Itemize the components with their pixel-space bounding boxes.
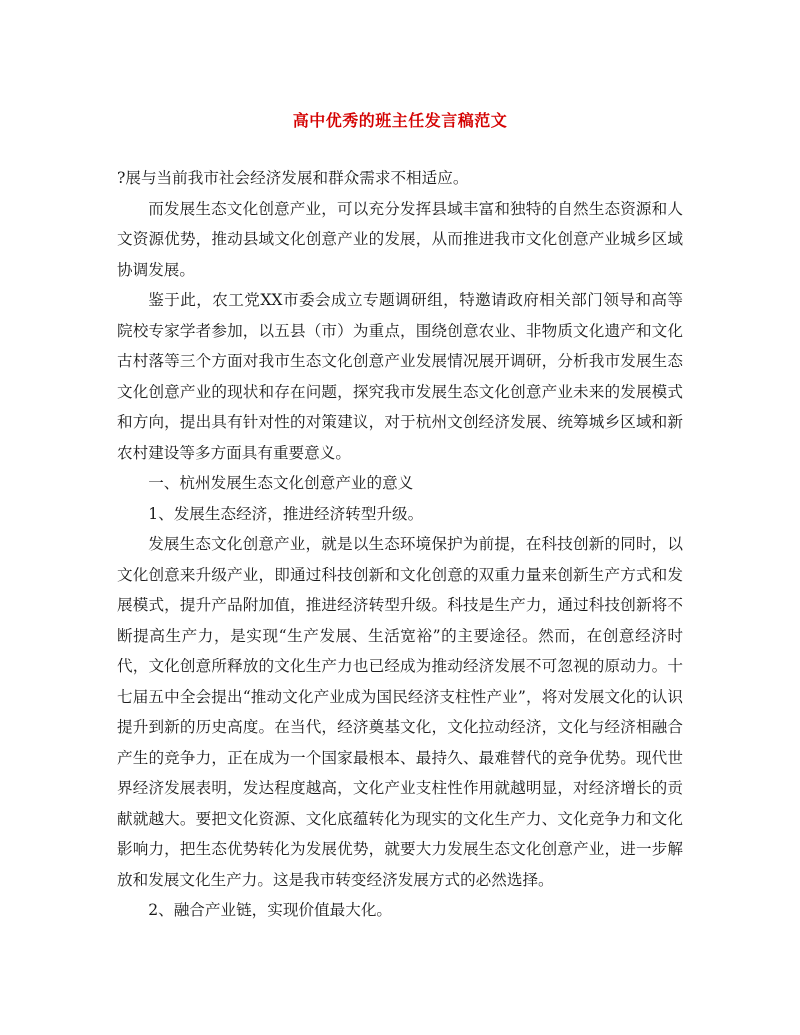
document-body xyxy=(117,163,683,926)
section-heading-1: 一、杭州发展生态文化创意产业的意义 xyxy=(148,474,414,492)
document-title: 高中优秀的班主任发言稿范文 xyxy=(292,111,508,130)
paragraph-2: 而发展生态文化创意产业，可以充分发挥县域丰富和独特的自然生态资源和人文资源优势，推动县域文化创意产业的发展，从而推进我市文化创意产业城乡区域协调发展。 xyxy=(117,199,683,279)
subsection-heading-1: 1、发展生态经济，推进经济转型升级。 xyxy=(148,504,424,523)
paragraph-4: 发展生态文化创意产业，就是以生态环境保护为前提，在科技创新的同时，以文化创意来升级产业，即通过科技创新和文化创意的双重力量来创新生产方式和发展模式，提升产品附加值，推进经济转型升级。科技是生产力，通过科技创新将不断提高生产力，是实现“生产发展、生活宽裕”的主要途径。然而，在创意经济时代，文化创意所释放的文化生产力也已经成为推动经济发展不可忽视的原动力。十七届五中全会提出“推动文化产业成为国民经济支柱性产业”，将对发展文化的认识提升到新的历史高度。在当代，经济奠基文化，文化拉动经济，文化与经济相融合产生的竞争力，正在成为一个国家最根本、最持久、最难替代的竞争优势。现代世界经济发展表明，发达程度越高，文化产业支柱性作用就越明显，对经济增长的贡献就越大。要把文化资源、文化底蕴转化为现实的文化生产力、文化竞争力和文化影响力，把生态优势转化为发展优势，就要大力发展生态文化创意产业，进一步解放和发展文化生产力。这是我市转变经济发展方式的必然选择。 xyxy=(117,535,683,889)
paragraph-3: 鉴于此，农工党XX市委会成立专题调研组，特邀请政府相关部门领导和高等院校专家学者参加，以五县（市）为重点，围绕创意农业、非物质文化遗产和文化古村落等三个方面对我市生态文化创意产业发展情况展开调研，分析我市发展生态文化创意产业的现状和存在问题，探究我市发展生态文化创意产业未来的发展模式和方向，提出具有针对性的对策建议，对于杭州文创经济发展、统筹城乡区域和新农村建设等多方面具有重要意义。 xyxy=(117,291,683,462)
paragraph-1: ?展与当前我市社会经济发展和群众需求不相适应。 xyxy=(117,169,469,187)
subsection-heading-2: 2、融合产业链，实现价值最大化。 xyxy=(148,901,393,919)
